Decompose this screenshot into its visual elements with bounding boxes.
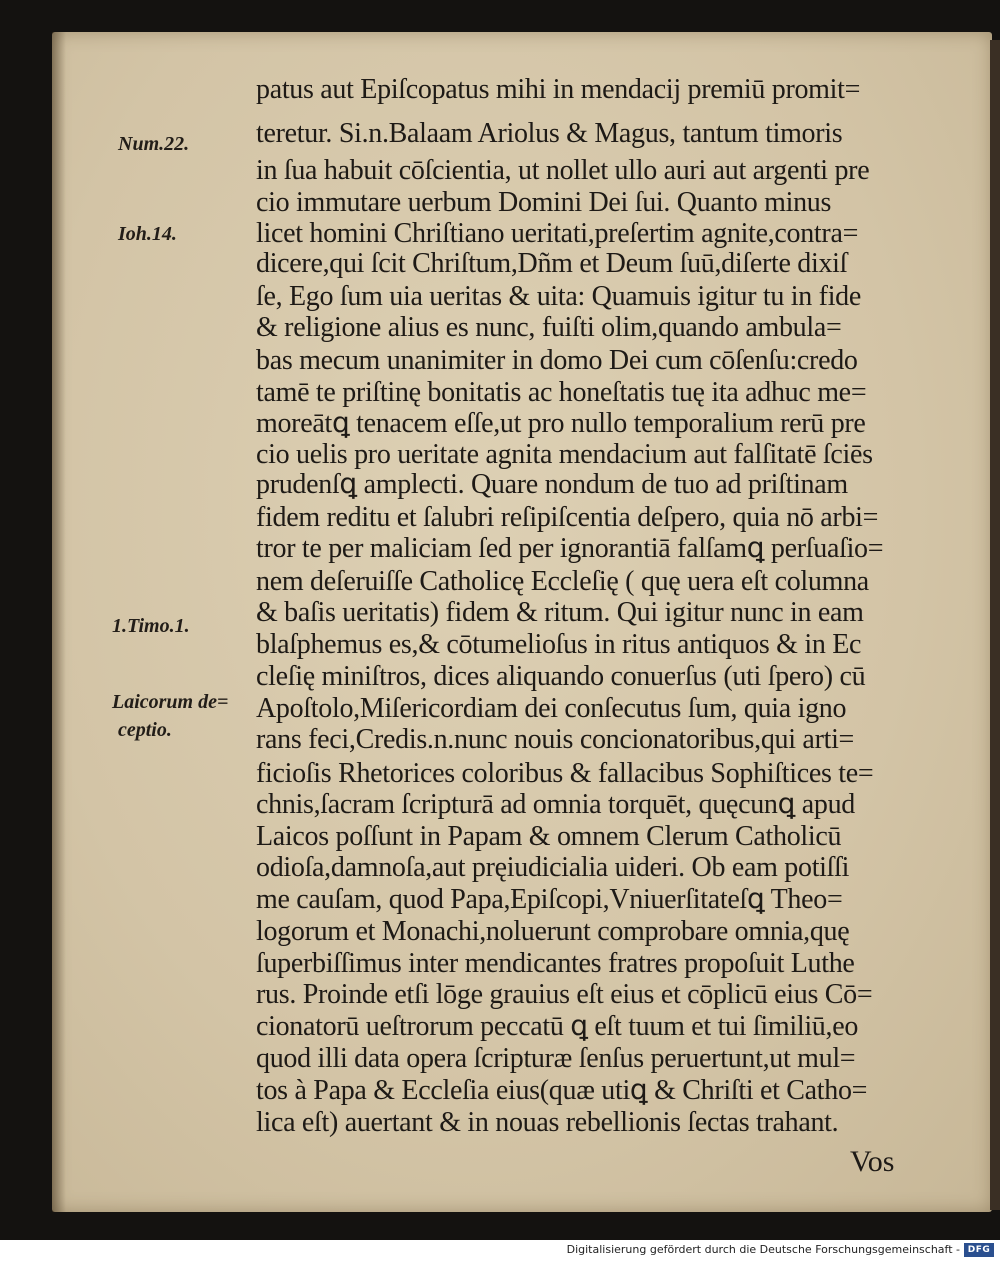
text-line: licet homini Chriſtiano ueritati,preſertim agnite,contra= <box>256 218 859 249</box>
text-line: in ſua habuit cōſcientia, ut nollet ullo auri aut argenti pre <box>256 155 870 186</box>
text-line: nem deſeruiſſe Catholicę Eccleſię ( quę uera eſt columna <box>256 566 869 597</box>
text-line: me cauſam, quod Papa,Epiſcopi,Vniuerſitateſꝗ Theo= <box>256 884 843 915</box>
text-line: cio uelis pro ueritate agnita mendacium aut falſitatē ſciēs <box>256 439 873 470</box>
text-line: & religione alius es nunc, fuiſti olim,quando ambula= <box>256 312 842 343</box>
marginal-note-laicorum: Laicorum de= <box>112 691 229 713</box>
gutter-shadow <box>52 32 66 1212</box>
text-line: bas mecum unanimiter in domo Dei cum cōſenſu:credo <box>256 345 858 376</box>
marginal-note-ioh: Ioh.14. <box>118 223 177 245</box>
text-line: tror te per maliciam ſed per ignorantiā falſamꝗ perſuaſio= <box>256 533 884 564</box>
text-line: ficioſis Rhetorices coloribus & fallacibus Sophiſtices te= <box>256 758 874 789</box>
text-line: blaſphemus es,& cōtumelioſus in ritus antiquos & in Ec <box>256 629 862 660</box>
text-line: cionatorū ueſtrorum peccatū ꝗ eſt tuum et tui ſimiliū,eo <box>256 1011 859 1042</box>
text-line: lica eſt) auertant & in nouas rebellionis ſectas trahant. <box>256 1107 839 1138</box>
marginal-note-num: Num.22. <box>118 133 190 155</box>
text-line: dicere,qui ſcit Chriſtum,Dñm et Deum ſuū,diſerte dixiſ <box>256 248 848 279</box>
text-line: tamē te priſtinę bonitatis ac honeſtatis tuę ita adhuc me= <box>256 377 867 408</box>
text-line: cleſię miniſtros, dices aliquando conuerſus (uti ſpero) cū <box>256 661 866 692</box>
text-line: ſe, Ego ſum uia ueritas & uita: Quamuis igitur tu in fide <box>256 281 862 312</box>
footer-bar <box>0 1240 1000 1261</box>
text-line: rans feci,Credis.n.nunc nouis concionatoribus,qui arti= <box>256 724 855 755</box>
marginal-note-timo: 1.Timo.1. <box>112 615 190 637</box>
text-line: fidem reditu et ſalubri reſipiſcentia deſpero, quia nō arbi= <box>256 502 879 533</box>
catchword: Vos <box>850 1145 895 1178</box>
marginal-note-deceptio: ceptio. <box>118 719 172 741</box>
text-line: & baſis ueritatis) fidem & ritum. Qui igitur nunc in eam <box>256 597 864 628</box>
dfg-logo[interactable]: DFG <box>964 1243 994 1257</box>
text-line: ſuperbiſſimus inter mendicantes fratres propoſuit Luthe <box>256 948 855 979</box>
text-line: Apoſtolo,Miſericordiam dei conſecutus ſum, quia igno <box>256 693 847 724</box>
page-edge <box>990 40 1000 1210</box>
text-line: quod illi data opera ſcripturæ ſenſus peruertunt,ut mul= <box>256 1043 856 1074</box>
text-line: Laicos poſſunt in Papam & omnem Clerum Catholicū <box>256 821 842 852</box>
text-line: rus. Proinde etſi lōge grauius eſt eius et cōplicū eius Cō= <box>256 979 873 1010</box>
text-line: chnis,ſacram ſcripturā ad omnia torquēt, quęcunꝗ apud <box>256 789 855 820</box>
funding-credit: Digitalisierung gefördert durch die Deutsche Forschungsgemeinschaft - <box>566 1243 960 1256</box>
text-line: teretur. Si.n.Balaam Ariolus & Magus, tantum timoris <box>256 118 843 149</box>
text-line: prudenſꝗ amplecti. Quare nondum de tuo ad priſtinam <box>256 469 848 500</box>
text-line: odioſa,damnoſa,aut pręiudicialia uideri. Ob eam potiſſi <box>256 852 850 883</box>
text-line: tos à Papa & Eccleſia eius(quæ utiꝗ & Chriſti et Catho= <box>256 1075 868 1106</box>
text-line: logorum et Monachi,noluerunt comprobare omnia,quę <box>256 916 850 947</box>
text-line: cio immutare uerbum Domini Dei ſui. Quanto minus <box>256 187 832 218</box>
text-line: patus aut Epiſcopatus mihi in mendacij premiū promit= <box>256 74 861 105</box>
text-line: moreātꝗ tenacem eſſe,ut pro nullo temporalium rerū pre <box>256 408 866 439</box>
